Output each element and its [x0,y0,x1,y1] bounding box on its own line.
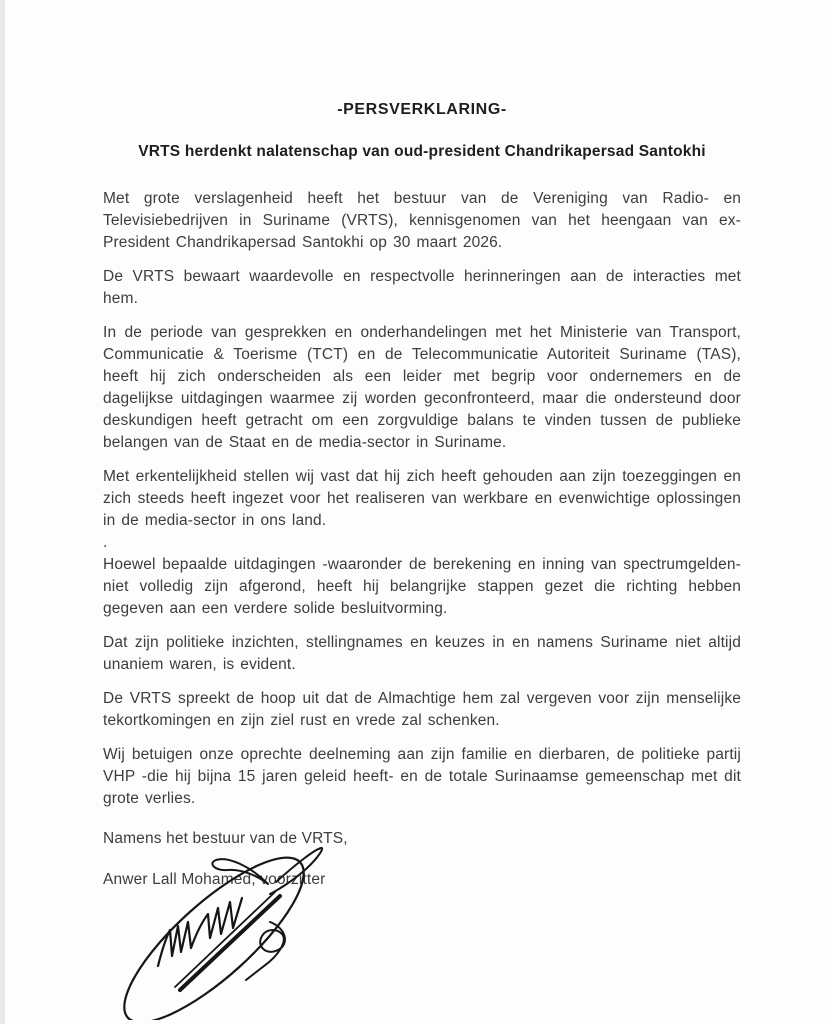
paragraph-commitments: Met erkentelijkheid stellen wij vast dat hij zich heeft gehouden aan zijn toezeggingen en zich steeds heeft ingezet voor het realiseren van werkbare en evenwichtige oplossingen in de media-sector in ons land. [103,468,741,529]
paragraph-political-views: Dat zijn politieke inzichten, stellingnames en keuzes in en namens Suriname niet altijd unaniem waren, is evident. [103,634,741,673]
paragraph-almighty: De VRTS spreekt de hoop uit dat de Almachtige hem zal vergeven voor zijn menselijke tekortkomingen en zijn ziel rust en vrede zal schenken. [103,690,741,729]
paragraph-stray-dot: . [103,534,108,551]
paragraph-spectrum: Hoewel bepaalde uitdagingen -waaronder de berekening en inning van spectrumgelden- niet volledig zijn afgerond, heeft hij belangrijke stappen gezet die richting hebben gegeven aan een verdere solide besluitvorming. [103,556,741,617]
paragraph-memories: De VRTS bewaart waardevolle en respectvolle herinneringen aan de interacties met hem. [103,268,741,307]
document-subtitle: VRTS herdenkt nalatenschap van oud-president Chandrikapersad Santokhi [138,143,706,160]
closing-on-behalf: Namens het bestuur van de VRTS, [103,830,348,847]
document-title: -PERSVERKLARING- [337,101,507,118]
page-left-edge [0,0,5,1024]
paragraph-condolences: Wij betuigen onze oprechte deelneming aan zijn familie en dierbaren, de politieke partij VHP -die hij bijna 15 jaren geleid heeft- en de totale Surinaamse gemeenschap met dit grote verlies. [103,746,741,807]
paragraph-negotiations: In de periode van gesprekken en onderhandelingen met het Ministerie van Transport, Communicatie & Toerisme (TCT) en de Telecommunicatie Autoriteit Suriname (TAS), heeft hij zich onderscheiden als een leider met begrip voor ondernemers en de dagelijkse uitdagingen waarmee zij worden geconfronteerd, maar die ondersteund door deskundigen heeft getracht om een zorgvuldige balans te vinden tussen de publieke belangen van de Staat en de media-sector in Suriname. [103,324,741,451]
paragraph-intro: Met grote verslagenheid heeft het bestuur van de Vereniging van Radio- en Televisiebedrijven in Suriname (VRTS), kennisgenomen van het heengaan van ex-President Chandrikapersad Santokhi op 30 maart 2026. [103,190,741,251]
closing-signatory: Anwer Lall Mohamed, voorzitter [103,871,326,888]
press-release-document [103,100,741,891]
